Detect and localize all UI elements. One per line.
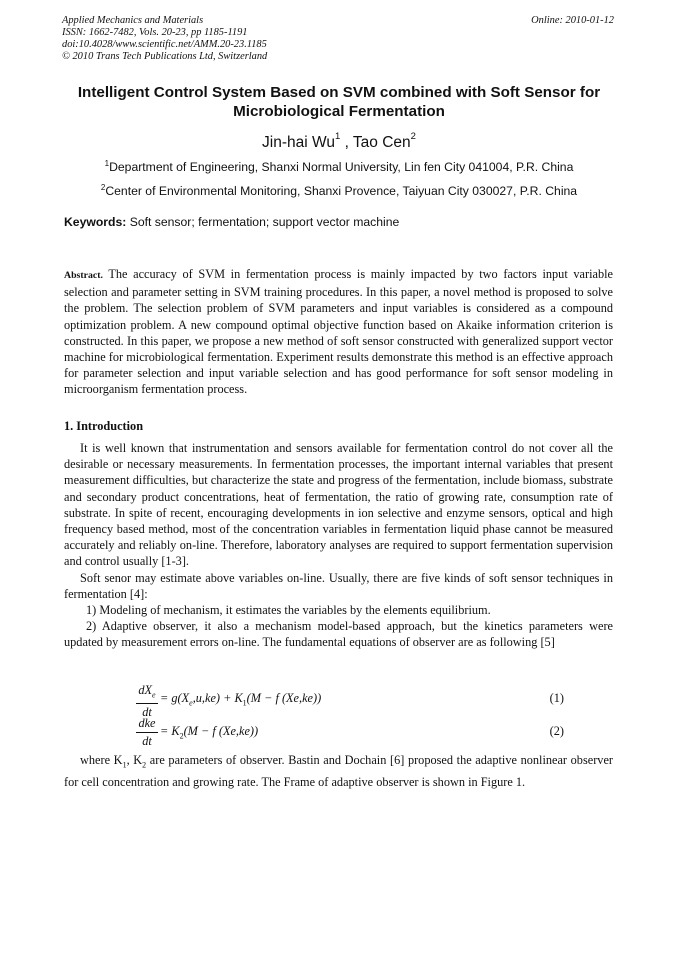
affiliation-2	[0, 180, 678, 199]
paragraph: It is well known that instrumentation and sensors available for fermentation control do not cover all the desirable or necessary measurements. In fermentation processes, the important internal variables that present measurement difficulties, but characterize the state and progress of the fermentation, include biomass, substrate and secondary product concentrations, heat of fermentation, the ratio of growing rate, consumption rate of substrate. In spite of recent, encouraging developments in ion selective and enzyme sensors, optical and high frequency based method, most of the concentration variables in fermentation liquid phase cannot be measured accurately and reliably on-line. Therefore, laboratory analyses are required to support fermentation supervision and control usually [1-3].	[64, 441, 613, 569]
fraction	[136, 716, 158, 749]
subscript: 1	[122, 760, 127, 770]
affiliation-1	[0, 156, 678, 175]
paragraph: Soft senor may estimate above variables on-line. Usually, there are five kinds of soft sensor techniques in fermentation [4]:	[64, 570, 613, 601]
keywords	[64, 215, 399, 230]
doi-line[interactable]: doi:10.4028/www.scientific.net/AMM.20-23.1185	[62, 39, 267, 50]
paragraph-after-equations	[64, 752, 613, 790]
equation-rhs	[160, 691, 321, 710]
title-line-2: Microbiological Fermentation	[233, 103, 445, 120]
rhs-part: = K	[160, 724, 180, 738]
online-date: Online: 2010-01-12	[531, 15, 614, 26]
affiliation-mark: 2	[100, 183, 106, 192]
equation-2	[64, 716, 613, 748]
rhs-subscript: 2	[179, 731, 184, 741]
author-affiliation-mark: 2	[410, 131, 416, 142]
fraction	[136, 683, 158, 720]
keywords-text: Soft sensor; fermentation; support vector machine	[126, 215, 400, 229]
numerator-text: dX	[138, 683, 153, 697]
list-item: 1) Modeling of mechanism, it estimates the variables by the elements equilibrium.	[86, 603, 491, 618]
fraction-denominator: dt	[142, 734, 152, 748]
author-affiliation-mark: 1	[334, 131, 341, 142]
rhs-subscript: 1	[242, 698, 247, 708]
equation-number: (2)	[549, 724, 564, 738]
fraction-denominator: dt	[142, 705, 152, 720]
author-name: Jin-hai Wu	[262, 134, 335, 152]
paper-title	[50, 83, 628, 121]
rhs-subscript: e	[189, 698, 193, 708]
equation-1	[64, 683, 613, 720]
abstract	[64, 266, 613, 398]
affiliation-text: Department of Engineering, Shanxi Normal University, Lin fen City 041004, P.R. China	[109, 160, 574, 175]
journal-name: Applied Mechanics and Materials	[62, 15, 204, 26]
introduction-body	[64, 440, 613, 651]
author-separator: ,	[340, 134, 353, 152]
rhs-part: (M − f (Xe,ke))	[183, 724, 259, 738]
issn-line: ISSN: 1662-7482, Vols. 20-23, pp 1185-1191	[62, 27, 248, 38]
keywords-label: Keywords:	[64, 215, 127, 229]
text-run: are parameters of observer. Bastin and Dochain [6] proposed the adaptive nonlinear observer for cell concentration and growing rate. The Frame of adaptive observer is shown in Figure 1.	[64, 753, 613, 789]
numerator-subscript: e	[152, 690, 156, 700]
affiliation-text: Center of Environmental Monitoring, Shanxi Provence, Taiyuan City 030027, P.R. China	[105, 184, 578, 199]
text-run: where K	[80, 753, 123, 767]
author-list	[0, 129, 678, 153]
fraction-numerator: dke	[136, 716, 158, 733]
author-name: Tao Cen	[352, 134, 411, 152]
copyright-line: © 2010 Trans Tech Publications Ltd, Switzerland	[62, 51, 268, 62]
equation-number: (1)	[549, 691, 564, 705]
affiliation-mark: 1	[104, 159, 110, 168]
text-run: , K	[126, 753, 143, 767]
fraction-numerator	[136, 683, 158, 704]
abstract-label: Abstract.	[64, 270, 103, 281]
rhs-part: (M − f (Xe,ke))	[246, 691, 322, 705]
journal-header	[62, 15, 267, 63]
list-item: 2) Adaptive observer, it also a mechanism model-based approach, but the kinetics parameters were updated by measurement errors on-line. The fundamental equations of observer are as following [5]	[64, 619, 613, 650]
paragraph	[64, 752, 613, 790]
section-heading: 1. Introduction	[64, 419, 144, 433]
equation-rhs	[160, 724, 258, 743]
rhs-part: = g(X	[160, 691, 190, 705]
abstract-text: The accuracy of SVM in fermentation process is mainly impacted by two factors input variable selection and parameter setting in SVM training procedures. In this paper, a novel method is proposed to solve the problem. The selection problem of SVM parameters and input variables is considered as a compound optimization problem. A new compound optimal objective function based on Akaike information criterion is constructed. In this paper, we propose a new method of soft sensor constructed with generalized support vector machine for microbiological fermentation. Experiment results demonstrate this method is an effective approach for parameter selection and input variable selection and has good performance for soft sensor modeling in microorganism fermentation process.	[64, 267, 613, 397]
rhs-part: ,u,ke) + K	[192, 691, 243, 705]
subscript: 2	[142, 760, 147, 770]
title-line-1: Intelligent Control System Based on SVM combined with Soft Sensor for	[77, 84, 601, 101]
